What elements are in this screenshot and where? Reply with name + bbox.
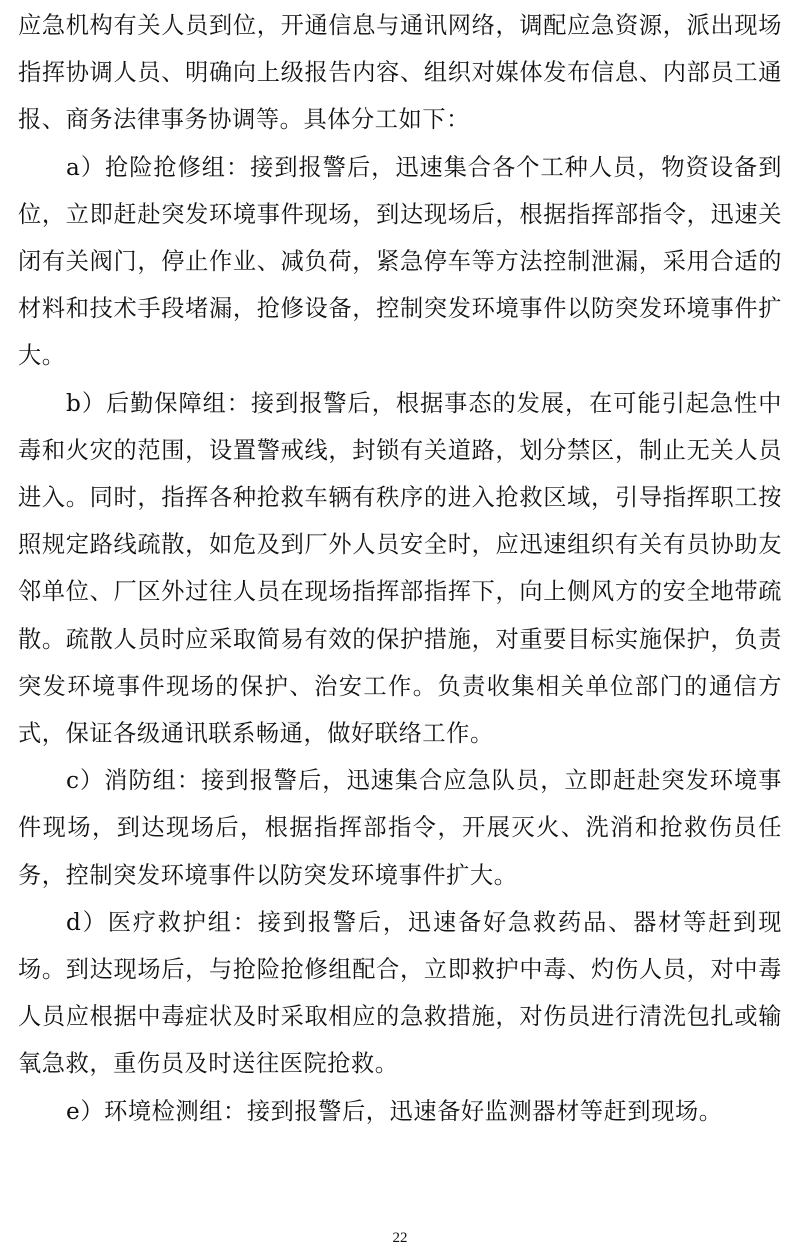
paragraph-logistics-team: b）后勤保障组：接到报警后，根据事态的发展，在可能引起急性中毒和火灾的范围，设置警戒线，封锁有关道路，划分禁区，制止无关人员进入。同时，指挥各种抢救车辆有秩序的进入抢救区域，引导指挥职工按照规定路线疏散，如危及到厂外人员安全时，应迅速组织有关有员协助友邻单位、厂区外过往人员在现场指挥部指挥下，向上侧风方的安全地带疏散。疏散人员时应采取简易有效的保护措施，对重要目标实施保护，负责突发环境事件现场的保护、治安工作。负责收集相关单位部门的通信方式，保证各级通讯联系畅通，做好联络工作。 [18, 389, 782, 748]
paragraph-environment-monitoring-team: e）环境检测组：接到报警后，迅速备好监测器材等赶到现场。 [66, 1097, 723, 1125]
paragraph-intro: 应急机构有关人员到位，开通信息与通讯网络，调配应急资源，派出现场指挥协调人员、明确向上级报告内容、组织对媒体发布信息、内部员工通报、商务法律事务协调等。具体分工如下： [18, 12, 782, 134]
paragraph-medical-team: d）医疗救护组：接到报警后，迅速备好急救药品、器材等赶到现场。到达现场后，与抢险抢修组配合，立即救护中毒、灼伤人员，对中毒人员应根据中毒症状及时采取相应的急救措施，对伤员进行清洗包扎或输氧急救，重伤员及时送往医院抢救。 [18, 908, 782, 1078]
page-number: 22 [392, 1230, 408, 1246]
paragraph-rescue-repair-team: a）抢险抢修组：接到报警后，迅速集合各个工种人员，物资设备到位，立即赶赴突发环境事件现场，到达现场后，根据指挥部指令，迅速关闭有关阀门，停止作业、减负荷，紧急停车等方法控制泄漏，采用合适的材料和技术手段堵漏，抢修设备，控制突发环境事件以防突发环境事件扩大。 [18, 153, 782, 370]
paragraph-fire-team: c）消防组：接到报警后，迅速集合应急队员，立即赶赴突发环境事件现场，到达现场后，根据指挥部指令，开展灭火、洗消和抢救伤员任务，控制突发环境事件以防突发环境事件扩大。 [18, 767, 782, 889]
